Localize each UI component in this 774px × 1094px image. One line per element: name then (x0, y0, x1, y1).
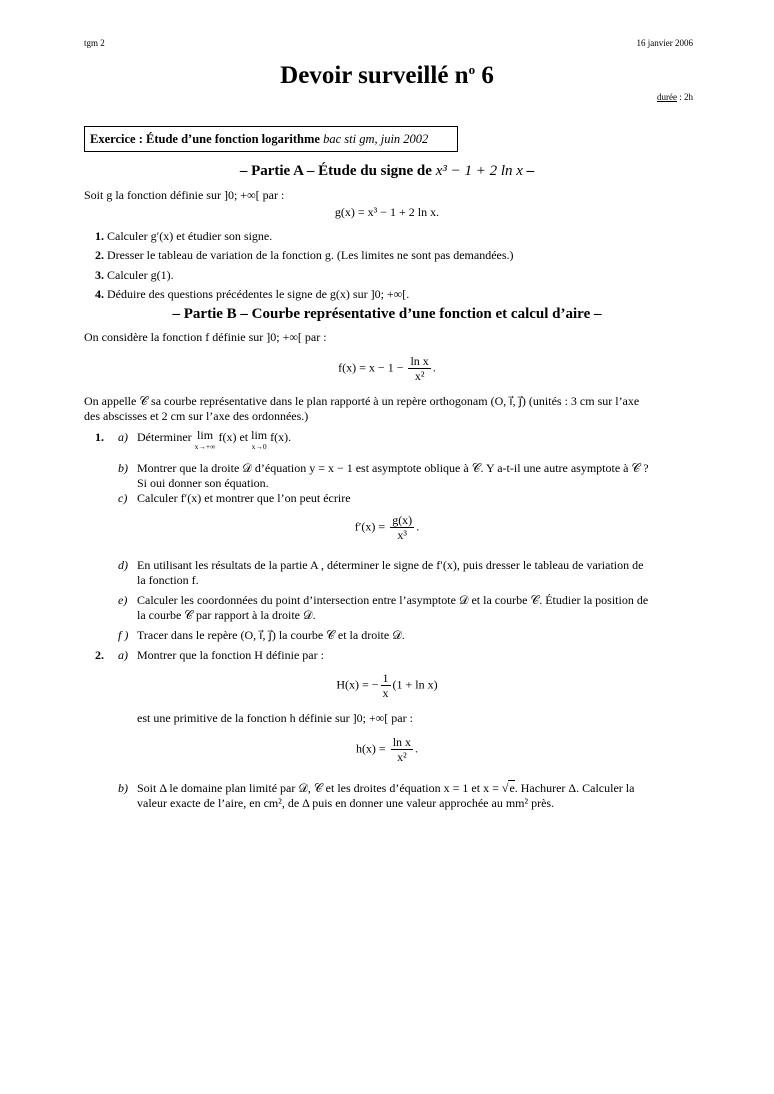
repere-line-1: On appelle 𝒞 sa courbe représentative dans le plan rapporté à un repère orthogonam (O, ı⃗, ȷ⃗) (unités : 3 cm sur l’axe (84, 394, 640, 408)
q2a-text-2: est une primitive de la fonction h définie sur ]0; +∞[ par : (137, 711, 413, 725)
q2b-label: b) (118, 781, 128, 795)
q1f-text: Tracer dans le repère (O, ı⃗, ȷ⃗) la courbe 𝒞 et la droite 𝒟. (137, 628, 405, 642)
q1b-label: b) (118, 461, 128, 475)
q1d-line-1: En utilisant les résultats de la partie A , déterminer le signe de f′(x), puis dresser le tableau de variation de (137, 558, 644, 572)
q1c-text: Calculer f′(x) et montrer que l’on peut écrire (137, 491, 351, 505)
class-label: tgm 2 (84, 38, 105, 48)
q1b-line-2: Si oui donner son équation. (137, 476, 269, 490)
exercise-subject: Étude d’une fonction logarithme (142, 132, 320, 146)
q1c-label: c) (118, 491, 128, 505)
part-a-question-1: 1. Calculer g′(x) et étudier son signe. (95, 229, 273, 243)
q1e-line-2: la courbe 𝒞 par rapport à la droite 𝒟. (137, 608, 316, 622)
q2-number: 2. (95, 648, 104, 662)
page-title (0, 62, 774, 90)
exercise-label: Exercice : (90, 132, 143, 146)
q1-number: 1. (95, 430, 104, 444)
part-a-heading-suffix: – (522, 163, 535, 179)
title-text: Devoir surveillé n (280, 62, 469, 89)
q2a-text: Montrer que la fonction H définie par : (137, 648, 324, 662)
q1a-label: a) (118, 430, 128, 444)
q2a-label: a) (118, 648, 128, 662)
duration-label: durée (656, 92, 677, 102)
part-a-heading-prefix: – Partie A – Étude du signe de (239, 163, 436, 179)
exercise-source: bac sti gm, juin 2002 (319, 132, 429, 146)
q2b-line-2: valeur exacte de l’aire, en cm², de Δ puis en donner une valeur approchée au mm² près. (137, 796, 555, 810)
duration (657, 92, 693, 102)
q1b-line-1: Montrer que la droite 𝒟 d’équation y = x − 1 est asymptote oblique à 𝒞. Y a-t-il une autre asymptote à 𝒞 ? (137, 461, 649, 475)
part-a-heading (0, 163, 774, 180)
q2a-formula: H(x) = − $\frac{1}{x}$ (1 + ln x) (336, 671, 438, 700)
part-a-heading-math: x³ − 1 + 2 ln x (435, 163, 523, 179)
part-b-intro: On considère la fonction f définie sur ]0; +∞[ par : (84, 330, 327, 344)
exercise-box (84, 126, 458, 152)
title-superscript: o (468, 62, 476, 77)
part-b-formula: f(x) = x − 1 − $\frac{\text{ln x}}{\text{x²}}$ . (338, 354, 436, 383)
part-a-question-3: 3. Calculer g(1). (95, 268, 174, 282)
part-a-question-2: 2. Dresser le tableau de variation de la fonction g. (Les limites ne sont pas demandées.) (95, 248, 514, 262)
part-a-formula: g(x) = x³ − 1 + 2 ln x. (334, 205, 440, 219)
header-date: 16 janvier 2006 (636, 38, 693, 48)
q2a-formula-2: h(x) = $\frac{\text{ln x}}{\text{x²}}$ . (355, 735, 419, 764)
q1e-label: e) (118, 593, 128, 607)
part-a-question-4: 4. Déduire des questions précédentes le signe de g(x) sur ]0; +∞[. (95, 287, 410, 301)
title-number: 6 (475, 62, 494, 89)
duration-value: : 2h (676, 92, 693, 102)
q1c-formula: f′(x) = $\frac{g(x)}{\text{x³}}$ . (354, 513, 420, 542)
q1f-label: f ) (118, 628, 129, 642)
part-a-intro: Soit g la fonction définie sur ]0; +∞[ par : (84, 188, 285, 202)
q1d-label: d) (118, 558, 128, 572)
q1e-line-1: Calculer les coordonnées du point d’intersection entre l’asymptote 𝒟 et la courbe 𝒞. Étudier la position de (137, 593, 649, 607)
part-b-heading: – Partie B – Courbe représentative d’une fonction et calcul d’aire – (172, 306, 602, 322)
q2b-line-1: Soit Δ le domaine plan limité par 𝒟, 𝒞 et les droites d’équation x = 1 et x = √e. Hachurer Δ. Calculer la (137, 781, 635, 795)
q1a-text: Déterminer lim x→+∞ f(x) et lim x→0 f(x). (137, 428, 292, 451)
q1d-line-2: la fonction f. (137, 573, 199, 587)
repere-line-2: des abscisses et 2 cm sur l’axe des ordonnées.) (84, 409, 309, 423)
